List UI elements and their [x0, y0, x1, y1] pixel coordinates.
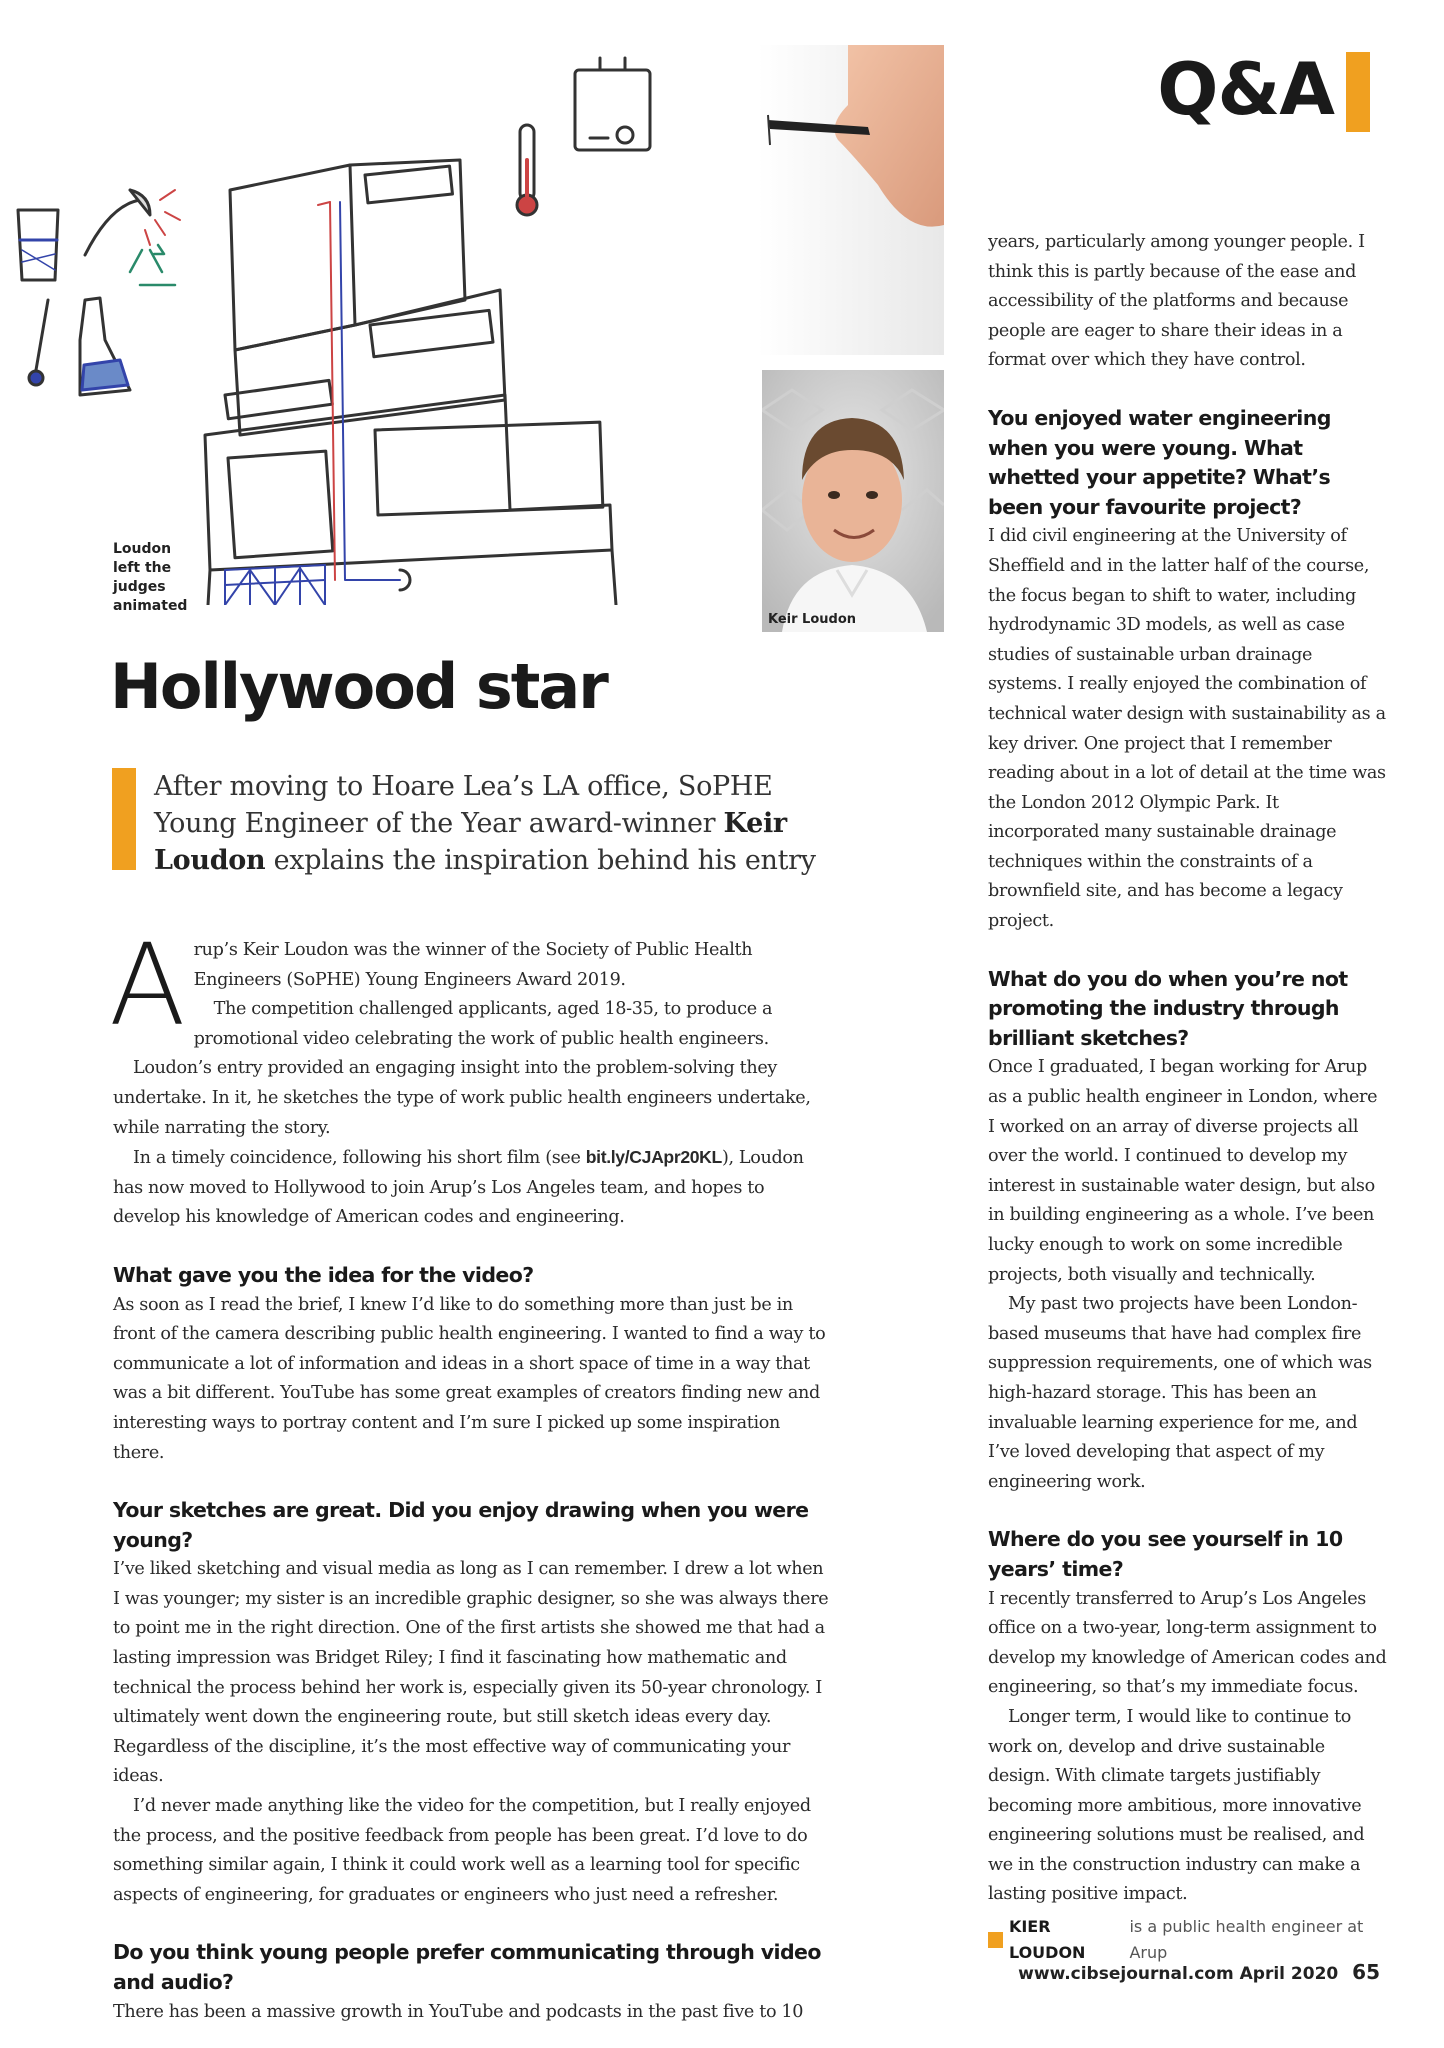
standfirst: [112, 768, 832, 879]
answer-6-paragraph-2: Longer term, I would like to continue to work on, develop and drive sustainable design. With climate targets justifiably becoming more ambitious, more innovative engineering solutions must be realised, and we in the construction industry can make a lasting positive impact.: [988, 1706, 1365, 1905]
question-4: You enjoyed water engineering when you were young. What whetted your appetite? What’s been your favourite project?: [988, 405, 1331, 519]
byline-accent-square: [988, 1932, 1003, 1948]
portrait-caption: Keir Loudon: [768, 612, 857, 627]
water-glass-icon: [18, 210, 58, 280]
dropcap: A: [109, 921, 186, 1051]
illustration-caption: Loudon left the judges animated: [113, 541, 188, 614]
section-accent-bar: [1346, 52, 1370, 132]
footer-date: April 2020: [1239, 1964, 1339, 1984]
page-number: 65: [1352, 1960, 1380, 1984]
question-3: Do you think young people prefer communicating through video and audio?: [113, 1940, 821, 1994]
answer-5-paragraph-1: Once I graduated, I began working for Arup as a public health engineer in London, where I worked on an array of diverse projects all over the world. I continued to develop my interest in sustainable water design, but also in building engineering as a whole. I’ve been lucky enough to work on some incredible projects, both visually and technically.: [988, 1057, 1378, 1285]
keir-loudon-portrait: [762, 370, 944, 632]
hand-drawing-photo: [758, 45, 944, 355]
answer-2-paragraph-2: I’d never made anything like the video for the competition, but I really enjoyed the process, and the positive feedback from people has been great. I’d love to do something similar again, I think it could work well as a learning tool for specific aspects of engineering, for graduates or engineers who just need a refresher.: [113, 1796, 811, 1905]
boiler-icon: [575, 58, 650, 150]
article-left-column: [109, 921, 835, 2027]
byline-role: is a public health engineer at Arup: [1129, 1917, 1364, 1963]
standfirst-text: After moving to Hoare Lea’s LA office, SoPHE Young Engineer of the Year award-winner Keir Loudon explains the inspiration behind his entry: [154, 771, 816, 876]
answer-1: As soon as I read the brief, I knew I’d like to do something more than just be in front of the camera describing public health engineering. I wanted to find a way to communicate a lot of information and ideas in a short space of time in a way that was a bit different. YouTube has some great examples of creators finding new and interesting ways to portray content and I’m sure I picked up some inspiration there.: [113, 1294, 826, 1463]
answer-5-paragraph-2: My past two projects have been London-based museums that have had complex fire suppression requirements, one of which was high-hazard storage. This has been an invaluable learning experience for me, and I’ve loved developing that aspect of my engineering work.: [988, 1294, 1372, 1492]
building-sketch-illustration: [0, 40, 760, 605]
footer-url[interactable]: www.cibsejournal.com: [1018, 1964, 1234, 1984]
intro-paragraph-2: The competition challenged applicants, aged 18-35, to produce a promotional video celebrating the work of public health engineers.: [193, 999, 773, 1049]
standfirst-name: Keir Loudon: [154, 808, 787, 876]
thermometer-icon: [517, 125, 537, 215]
byline-name: KIER LOUDON: [1008, 1917, 1086, 1963]
intro-paragraph-4: In a timely coincidence, following his short film (see bit.ly/CJApr20KL), Loudon has now moved to Hollywood to join Arup’s Los Angeles team, and hopes to develop his knowledge of American codes and engineering.: [113, 1147, 804, 1228]
article-right-column: [988, 228, 1388, 1966]
answer-4: I did civil engineering at the University of Sheffield and in the latter half of the course, the focus began to shift to water, including hydrodynamic 3D models, as well as case studies of sustainable urban drainage systems. I really enjoyed the combination of technical water design with sustainability as a key driver. One project that I remember reading about in a lot of detail at the time was the London 2012 Olympic Park. It incorporated many sustainable drainage techniques within the constraints of a brownfield site, and has become a legacy project.: [988, 526, 1386, 932]
article-headline: Hollywood star: [110, 650, 607, 723]
section-header: [1157, 47, 1370, 132]
flask-icon: [80, 298, 130, 395]
page-footer: [1018, 1960, 1380, 1984]
question-5: What do you do when you’re not promoting the industry through brilliant sketches?: [988, 966, 1348, 1050]
recycle-icon: [130, 245, 175, 285]
section-title: Q&A: [1157, 47, 1334, 131]
intro: [109, 921, 835, 1233]
answer-2-paragraph-1: I’ve liked sketching and visual media as long as I can remember. I drew a lot when I was younger; my sister is an incredible graphic designer, so she was always there to point me in the right direction. One of the first artists she showed me that had a lasting impression was Bridget Riley; I find it fascinating how mathematic and technical the process behind her work is, especially given its 50-year chronology. I ultimately went down the engineering route, but still sketch ideas every day. Regardless of the discipline, it’s the most effective way of communicating your ideas.: [113, 1559, 829, 1787]
thermometer-icon: [29, 300, 48, 385]
standfirst-accent-bar: [112, 768, 136, 870]
question-6: Where do you see yourself in 10 years’ time?: [988, 1527, 1343, 1581]
intro-paragraph-3: Loudon’s entry provided an engaging insight into the problem-solving they undertake. In it, he sketches the type of work public health engineers undertake, while narrating the story.: [113, 1058, 811, 1138]
author-byline: [988, 1914, 1388, 1966]
answer-3-continued: years, particularly among younger people. I think this is partly because of the ease and accessibility of the platforms and because people are eager to share their ideas in a format over which they have control.: [988, 232, 1365, 371]
question-1: What gave you the idea for the video?: [113, 1262, 534, 1287]
question-2: Your sketches are great. Did you enjoy drawing when you were young?: [113, 1498, 809, 1552]
shower-icon: [85, 190, 180, 255]
video-link[interactable]: bit.ly/CJApr20KL: [585, 1147, 722, 1168]
answer-6-paragraph-1: I recently transferred to Arup’s Los Angeles office on a two-year, long-term assignment to develop my knowledge of American codes and engineering, so that’s my immediate focus.: [988, 1588, 1387, 1698]
intro-paragraph-1: rup’s Keir Loudon was the winner of the Society of Public Health Engineers (SoPHE) Young Engineers Award 2019.: [193, 940, 753, 990]
answer-3-start: There has been a massive growth in YouTube and podcasts in the past five to 10: [113, 2001, 804, 2022]
